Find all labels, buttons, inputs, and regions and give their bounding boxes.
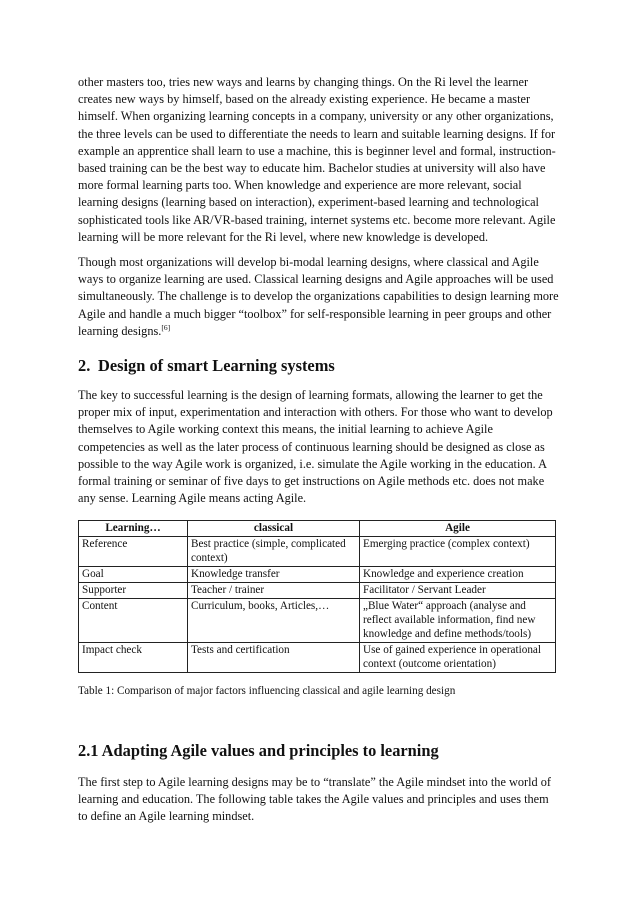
table-header-cell: Learning… [79,521,188,537]
section-2-number: 2. [78,356,91,375]
section-2-1-heading: 2.1 Adapting Agile values and principles to learning [78,741,439,760]
table-cell: Tests and certification [188,643,360,673]
table-row [79,583,556,599]
table-cell: Supporter [79,583,188,599]
body-paragraph-1: other masters too, tries new ways and learns by changing things. On the Ri level the learner creates new ways by himself, based on the already existing experience. He became a master himself. When organizing learning concepts in a company, university or any other organizations, the three levels can be used to differentiate the needs to learn and suitable learning designs. If for example an apprentice shall learn to use a machine, this is beginner level and formal, instruction-based training can be the best way to educate him. Bachelor studies at university will also have more formal learning parts too. When knowledge and experience are more relevant, social learning designs (learning based on interaction), experiment-based learning and technological sophisticated tools like AR/VR-based training, internet systems etc. become more relevant. Agile learning will be more relevant for the Ri level, where new knowledge is developed. [78,75,556,244]
table-cell: Goal [79,567,188,583]
body-paragraph-4: The first step to Agile learning designs may be to “translate” the Agile mindset into the world of learning and education. The following table takes the Agile values and principles and uses them to define an Agile learning mindset. [78,775,551,824]
section-2-title: Design of smart Learning systems [98,356,335,375]
table-cell: Knowledge transfer [188,567,360,583]
table-cell: Facilitator / Servant Leader [360,583,556,599]
table-cell: Use of gained experience in operational context (outcome orientation) [360,643,556,673]
table-row [79,567,556,583]
table-cell: Curriculum, books, Articles,… [188,599,360,643]
table-cell: Content [79,599,188,643]
section-2-heading [78,356,560,376]
body-paragraph-2 [78,254,560,340]
table-row [79,537,556,567]
comparison-table [78,520,556,673]
table-cell: Teacher / trainer [188,583,360,599]
table-header-row [79,521,556,537]
table-header-cell: Agile [360,521,556,537]
table-cell: Emerging practice (complex context) [360,537,556,567]
body-paragraph-3: The key to successful learning is the design of learning formats, allowing the learner to get the proper mix of input, experimentation and interaction with others. For those who want to develop themselves to Agile working context this means, the initial learning to achieve Agile competencies as well as the later process of continuous learning should be designed as close as possible to the way Agile work is organized, i.e. simulate the Agile working in the education. A formal training or seminar of five days to get instructions on Agile methods etc. does not make any sense. Learning Agile means acting Agile. [78,388,553,506]
table-cell: Best practice (simple, complicated context) [188,537,360,567]
table-row [79,599,556,643]
table-cell: Impact check [79,643,188,673]
table-row [79,643,556,673]
table-caption: Table 1: Comparison of major factors influencing classical and agile learning design [78,685,456,697]
table-header-cell: classical [188,521,360,537]
body-paragraph-2-text: Though most organizations will develop bi-modal learning designs, where classical and Agile ways to organize learning are used. Classical learning designs and Agile approaches will be used simultaneously. The challenge is to develop the organizations capabilities to design learning more Agile and handle a much bigger “toolbox” for self-responsible learning in peer groups and other learning designs. [78,255,559,338]
citation-reference: [6] [161,322,171,332]
table-cell: „Blue Water“ approach (analyse and reflect available information, find new knowledge and define methods/tools) [360,599,556,643]
table-cell: Knowledge and experience creation [360,567,556,583]
table-cell: Reference [79,537,188,567]
